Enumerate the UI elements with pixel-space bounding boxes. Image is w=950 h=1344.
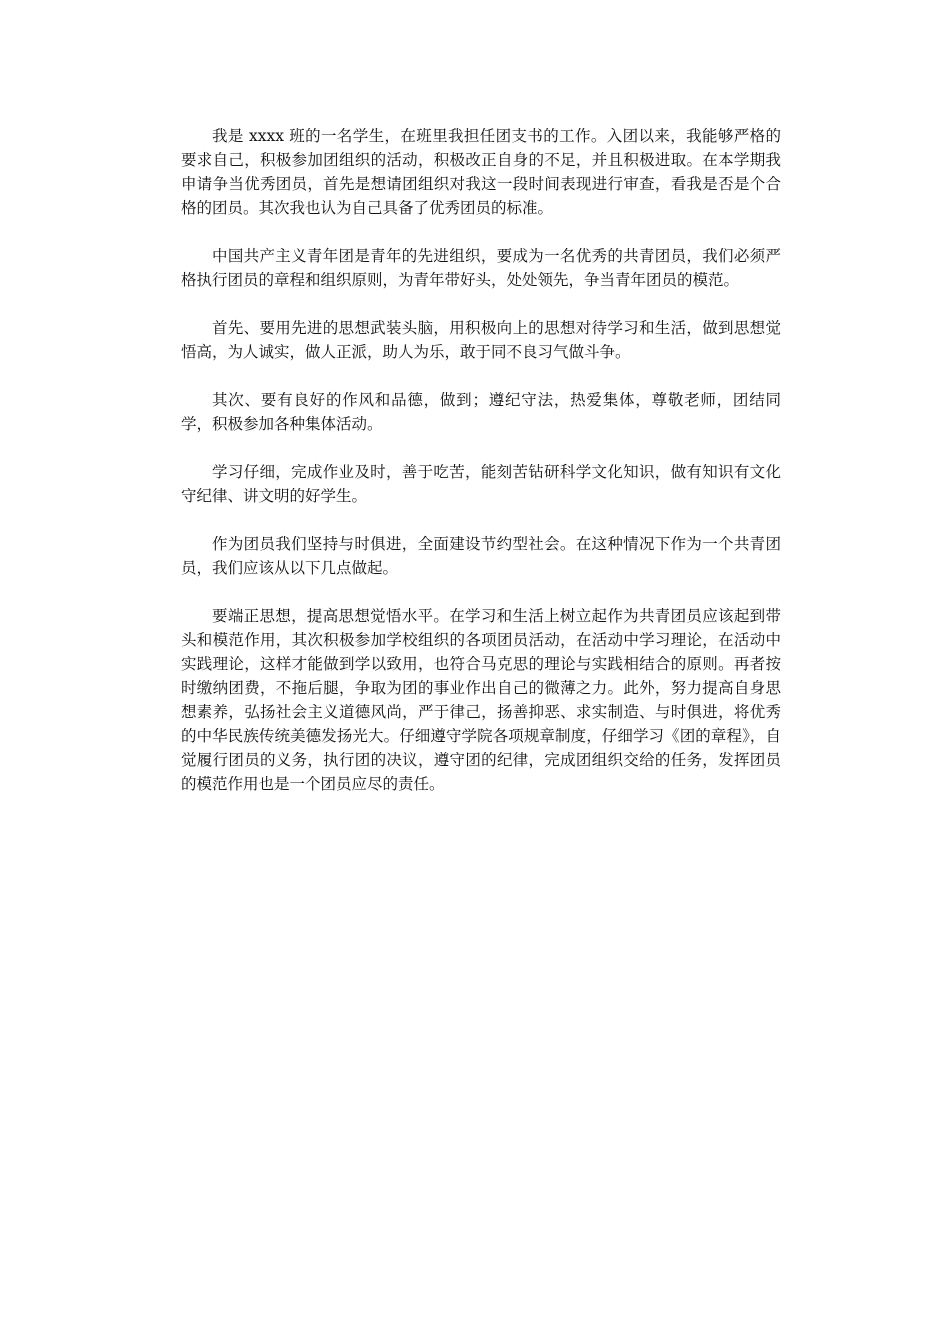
document-body [181, 124, 781, 820]
paragraph-4: 其次、要有良好的作风和品德，做到；遵纪守法，热爱集体，尊敬老师，团结同学，积极参加各种集体活动。 [181, 391, 781, 433]
paragraph-7: 要端正思想，提高思想觉悟水平。在学习和生活上树立起作为共青团员应该起到带头和模范作用，其次积极参加学校组织的各项团员活动，在活动中学习理论，在活动中实践理论，这样才能做到学以致用，也符合马克思的理论与实践相结合的原则。再者按时缴纳团费，不拖后腿，争取为团的事业作出自己的微薄之力。此外，努力提高自身思想素养，弘扬社会主义道德风尚，严于律己，扬善抑恶、求实制造、与时俱进，将优秀的中华民族传统美德发扬光大。仔细遵守学院各项规章制度，仔细学习《团的章程》，自觉履行团员的义务，执行团的决议，遵守团的纪律，完成团组织交给的任务，发挥团员的模范作用也是一个团员应尽的责任。 [181, 607, 781, 793]
paragraph-6: 作为团员我们坚持与时俱进，全面建设节约型社会。在这种情况下作为一个共青团员，我们应该从以下几点做起。 [181, 535, 781, 577]
paragraph-2: 中国共产主义青年团是青年的先进组织，要成为一名优秀的共青团员，我们必须严格执行团员的章程和组织原则，为青年带好头，处处领先，争当青年团员的模范。 [181, 247, 781, 289]
paragraph-1: 我是 xxxx 班的一名学生，在班里我担任团支书的工作。入团以来，我能够严格的要求自己，积极参加团组织的活动，积极改正自身的不足，并且积极进取。在本学期我申请争当优秀团员，首先是想请团组织对我这一段时间表现进行审查，看我是否是个合格的团员。其次我也认为自己具备了优秀团员的标准。 [181, 127, 781, 217]
paragraph-3: 首先、要用先进的思想武装头脑，用积极向上的思想对待学习和生活，做到思想觉悟高，为人诚实，做人正派，助人为乐，敢于同不良习气做斗争。 [181, 319, 781, 361]
paragraph-5: 学习仔细，完成作业及时，善于吃苦，能刻苦钻研科学文化知识，做有知识有文化守纪律、讲文明的好学生。 [181, 463, 781, 505]
